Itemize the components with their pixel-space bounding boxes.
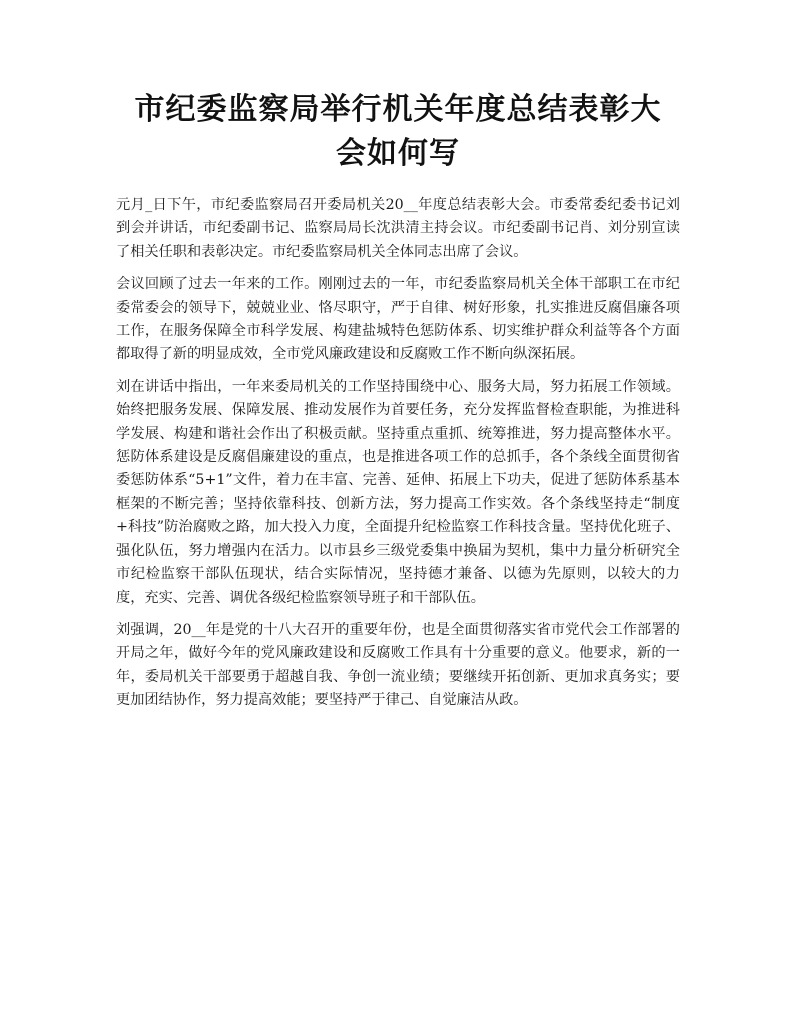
paragraph-3: 刘在讲话中指出，一年来委局机关的工作坚持围绕中心、服务大局，努力拓展工作领域。始终把服务发展、保障发展、推动发展作为首要任务，充分发挥监督检查职能，为推进科学发展、构建和谐社会作出了积极贡献。坚持重点重抓、统筹推进，努力提高整体水平。惩防体系建设是反腐倡廉建设的重点，也是推进各项工作的总抓手，各个条线全面贯彻省委惩防体系“5+1”文件，着力在丰富、完善、延伸、拓展上下功夫，促进了惩防体系基本框架的不断完善；坚持依靠科技、创新方法，努力提高工作实效。各个条线坚持走“制度+科技”防治腐败之路，加大投入力度，全面提升纪检监察工作科技含量。坚持优化班子、强化队伍，努力增强内在活力。以市县乡三级党委集中换届为契机，集中力量分析研究全市纪检监察干部队伍现状，结合实际情况，坚持德才兼备、以德为先原则，以较大的力度，充实、完善、调优各级纪检监察领导班子和干部队伍。 (116, 378, 680, 606)
paragraph-4: 刘强调，20__年是党的十八大召开的重要年份，也是全面贯彻落实省市党代会工作部署的开局之年，做好今年的党风廉政建设和反腐败工作具有十分重要的意义。他要求，新的一年，委局机关干部要勇于超越自我、争创一流业绩；要继续开拓创新、更加求真务实；要更加团结协作，努力提高效能；要坚持严于律己、自觉廉洁从政。 (116, 621, 680, 709)
paragraph-2: 会议回顾了过去一年来的工作。刚刚过去的一年，市纪委监察局机关全体干部职工在市纪委常委会的领导下，兢兢业业、恪尽职守，严于自律、树好形象，扎实推进反腐倡廉各项工作，在服务保障全市科学发展、构建盐城特色惩防体系、切实维护群众利益等各个方面都取得了新的明显成效，全市党风廉政建设和反腐败工作不断向纵深拓展。 (116, 276, 680, 363)
document-body (116, 194, 680, 713)
paragraph-1: 元月_日下午，市纪委监察局召开委局机关20__年度总结表彰大会。市委常委纪委书记刘到会并讲话，市纪委副书记、监察局局长沈洪清主持会议。市纪委副书记肖、刘分别宣读了相关任职和表彰决定。市纪委监察局机关全体同志出席了会议。 (116, 197, 680, 260)
document-title: 市纪委监察局举行机关年度总结表彰大会如何写 (134, 92, 662, 171)
